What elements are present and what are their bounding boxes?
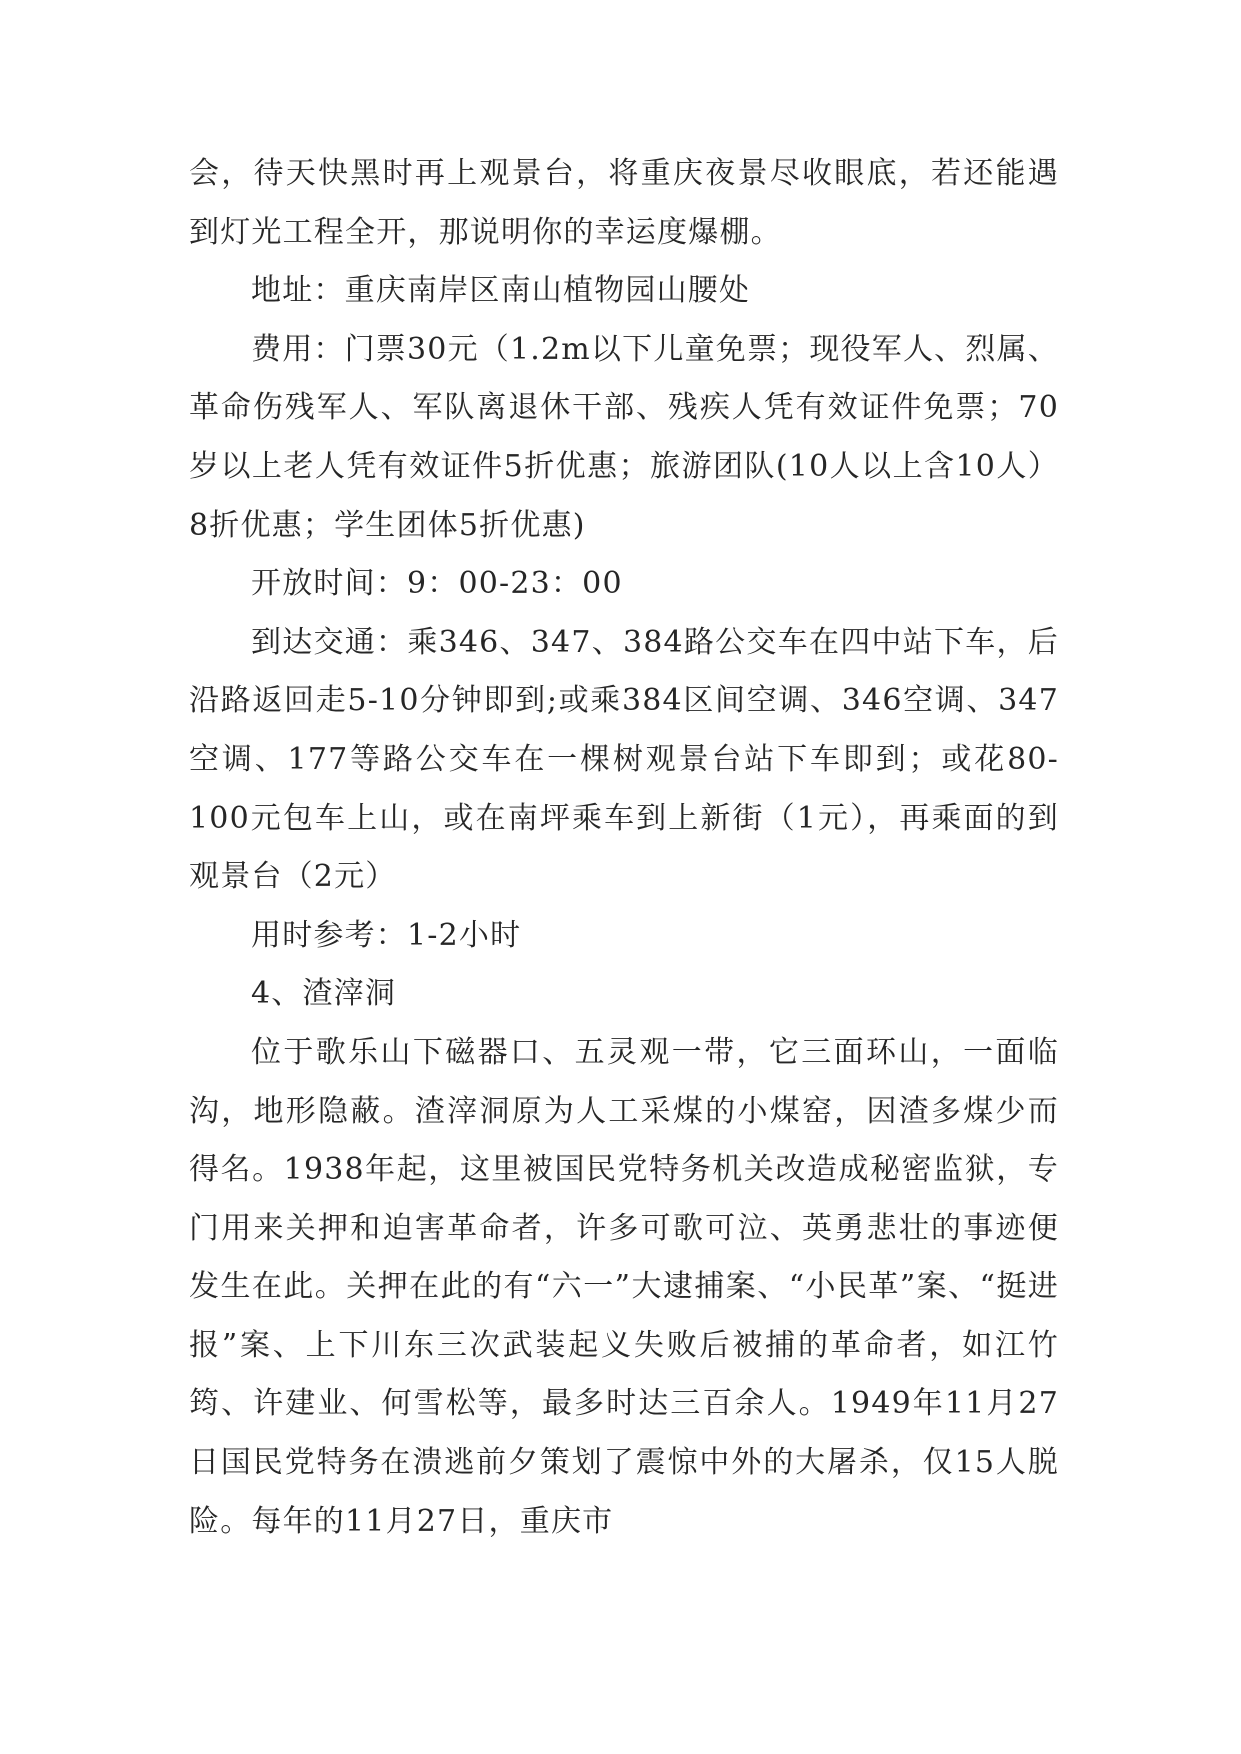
paragraph-time-reference: 用时参考：1-2小时	[251, 917, 522, 953]
paragraph-zhazidong-history: 位于歌乐山下磁器口、五灵观一带，它三面环山，一面临沟，地形隐蔽。渣滓洞原为人工采煤的小煤窑，因渣多煤少而得名。1938年起，这里被国民党特务机关改造成秘密监狱，专门用来关押和迫害革命者，许多可歌可泣、英勇悲壮的事迹便发生在此。关押在此的有“六一”大逮捕案、“小民革”案、“挺进报”案、上下川东三次武装起义失败后被捕的革命者，如江竹筠、许建业、何雪松等，最多时达三百余人。1949年11月27日国民党特务在溃逃前夕策划了震惊中外的大屠杀，仅15人脱险。每年的11月27日，重庆市	[189, 1034, 1059, 1539]
paragraph-night-view: 会，待天快黑时再上观景台，将重庆夜景尽收眼底，若还能遇到灯光工程全开，那说明你的幸运度爆棚。	[189, 156, 1059, 250]
paragraph-transport: 到达交通：乘346、347、384路公交车在四中站下车，后沿路返回走5-10分钟即到;或乘384区间空调、346空调、347空调、177等路公交车在一棵树观景台站下车即到；或花80-100元包车上山，或在南坪乘车到上新街（1元），再乘面的到观景台（2元）	[189, 624, 1059, 895]
document-body	[189, 145, 1059, 1551]
paragraph-opening-hours: 开放时间：9：00-23：00	[251, 566, 623, 602]
section-heading-zhazidong: 4、渣滓洞	[251, 976, 397, 1012]
paragraph-address: 地址：重庆南岸区南山植物园山腰处	[251, 273, 751, 309]
paragraph-fees: 费用：门票30元（1.2m以下儿童免票；现役军人、烈属、革命伤残军人、军队离退休干部、残疾人凭有效证件免票；70岁以上老人凭有效证件5折优惠；旅游团队(10人以上含10人）8折优惠；学生团体5折优惠)	[189, 331, 1059, 543]
